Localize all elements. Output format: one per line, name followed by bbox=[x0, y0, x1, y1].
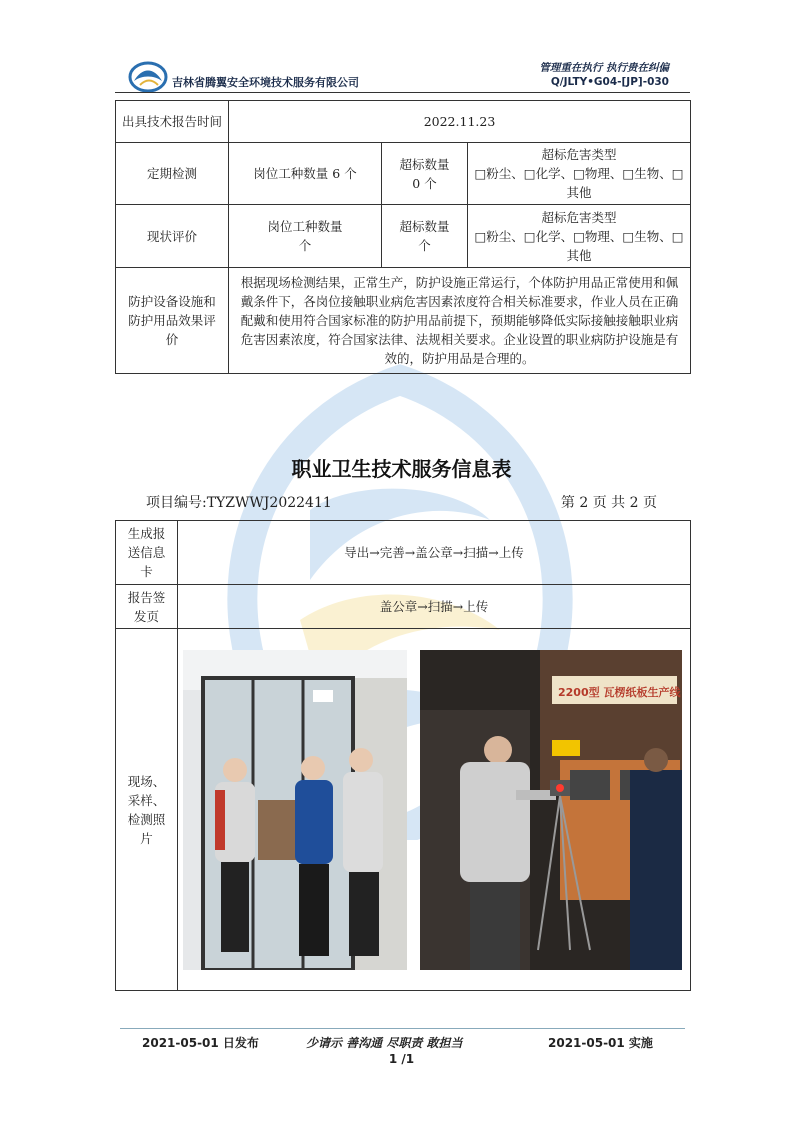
periodic-exceed-count: 超标数量 0 个 bbox=[382, 143, 468, 205]
implement-date: 2021-05-01 实施 bbox=[548, 1036, 653, 1050]
page-indicator: 第 2 页 共 2 页 bbox=[560, 495, 657, 511]
site-photo-sampling bbox=[420, 650, 682, 970]
sign-page-value: 盖公章→扫描→上传 bbox=[178, 585, 691, 629]
report-time-label: 出具技术报告时间 bbox=[116, 101, 229, 143]
machine-sign-text: 2200型 瓦楞纸板生产线 bbox=[558, 686, 681, 699]
project-number: 项目编号:TYZWWJ2022411 bbox=[146, 495, 332, 511]
status-post-count: 岗位工种数量 个 bbox=[229, 205, 382, 268]
table-row bbox=[116, 143, 691, 205]
protection-label: 防护设备设施和防护用品效果评价 bbox=[116, 268, 229, 374]
footer-divider bbox=[120, 1028, 685, 1029]
footer-motto: 少请示 善沟通 尽职责 敢担当 bbox=[306, 1036, 463, 1050]
table-row bbox=[116, 268, 691, 374]
periodic-hazard-cell bbox=[468, 143, 691, 205]
publish-date: 2021-05-01 日发布 bbox=[142, 1036, 259, 1050]
status-exceed-count: 超标数量 个 bbox=[382, 205, 468, 268]
sign-page-label: 报告签发页 bbox=[116, 585, 178, 629]
table-row bbox=[116, 521, 691, 585]
info-card-label: 生成报送信息卡 bbox=[116, 521, 178, 585]
periodic-hazard-options: □粉尘、□化学、□物理、□生物、□其他 bbox=[474, 166, 684, 200]
company-logo bbox=[128, 57, 168, 93]
site-photo-office bbox=[183, 650, 407, 970]
photo-label: 现场、采样、检测照片 bbox=[116, 629, 178, 991]
periodic-label: 定期检测 bbox=[116, 143, 229, 205]
protection-text: 根据现场检测结果，正常生产，防护设施正常运行，个体防护用品正常使用和佩戴条件下，各岗位接触职业病危害因素浓度符合相关标准要求，作业人员在正确配戴和使用符合国家标准的防护用品前提下，预期能够降低实际接触接触职业病危害因素浓度，符合国家法律、法规相关要求。企业设置的职业病防护设施是有效的，防护用品是合理的。 bbox=[229, 268, 691, 374]
periodic-hazard-title: 超标危害类型 bbox=[541, 147, 617, 162]
periodic-post-count: 岗位工种数量 6 个 bbox=[229, 143, 382, 205]
status-hazard-cell bbox=[468, 205, 691, 268]
table-row bbox=[116, 101, 691, 143]
status-hazard-options: □粉尘、□化学、□物理、□生物、□其他 bbox=[474, 228, 684, 263]
evaluation-table bbox=[115, 100, 691, 374]
status-hazard-title: 超标危害类型 bbox=[541, 209, 617, 225]
table-row bbox=[116, 585, 691, 629]
info-card-value: 导出→完善→盖公章→扫描→上传 bbox=[178, 521, 691, 585]
header-slogan: 管理重在执行 执行贵在纠偏 bbox=[539, 62, 669, 74]
status-label: 现状评价 bbox=[116, 205, 229, 268]
table-row bbox=[116, 205, 691, 268]
report-time-value: 2022.11.23 bbox=[229, 101, 691, 143]
footer-page-number: 1 /1 bbox=[388, 1052, 415, 1066]
info-table-title: 职业卫生技术服务信息表 bbox=[291, 457, 512, 481]
document-code: Q/JLTY•G04-[JP]-030 bbox=[550, 76, 669, 88]
company-name: 吉林省腾翼安全环境技术服务有限公司 bbox=[172, 76, 359, 89]
header-divider bbox=[115, 92, 690, 93]
